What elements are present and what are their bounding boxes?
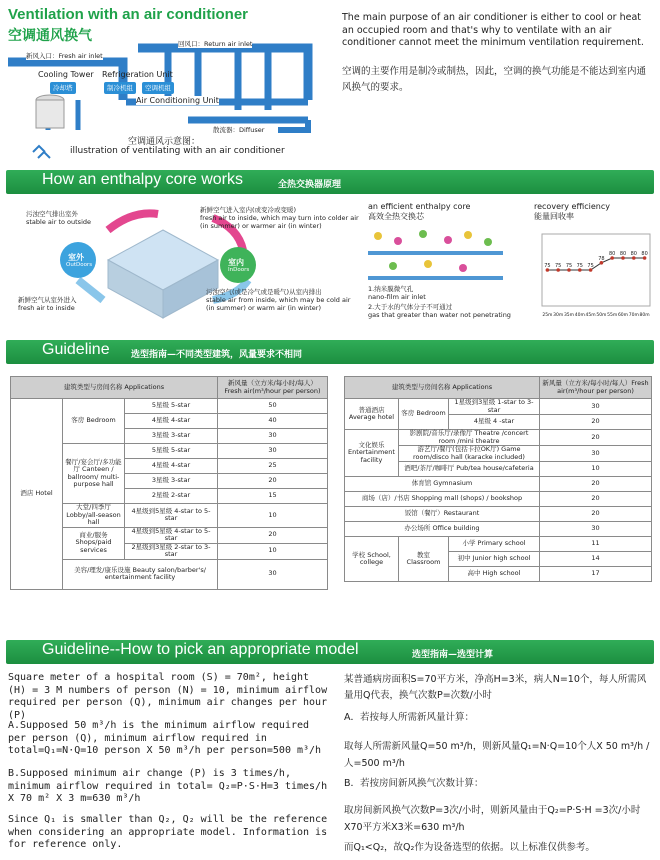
data-label: 75 <box>544 263 551 269</box>
row-name-cell: 酒吧/茶厅/咖啡厅 Pub/tea house/cafeteria <box>399 462 540 477</box>
note2-en: gas that greater than water not penetrating <box>368 311 511 319</box>
value-cell: 25 <box>218 459 328 474</box>
section-title: Guideline--How to pick an appropriate model <box>42 641 359 658</box>
value-cell: 30 <box>540 446 652 462</box>
calc-en-p3: B.Supposed minimum air change (P) is 3 times/h, minimum airflow required in total= Q₂=P·S·H=3 times/h X 70 m² X 3 m=630 m³/h <box>8 768 328 804</box>
data-label: 80 <box>619 251 627 257</box>
refrigeration-unit-chip: 制冷机组 <box>104 82 136 94</box>
section-header-pick-model <box>6 640 654 664</box>
row-name-cell: 游艺厅/餐厅(包括卡拉OK厅) Game room/disco hall (karacke included) <box>399 446 540 462</box>
x-tick-label: 55m <box>607 313 618 318</box>
calc-cn-p6: 而Q₁<Q₂，故Q₂作为设备选型的依据。以上标准仅供参考。 <box>344 842 595 853</box>
recovery-efficiency-chart <box>534 202 654 326</box>
diffuser-label: 散流器：Diffuser <box>213 126 265 134</box>
cooling-tower-chip: 冷却塔 <box>50 82 76 94</box>
value-cell: 10 <box>218 543 328 559</box>
x-tick-label: 35m <box>563 313 575 318</box>
fresh-air-inlet-label: 新风入口：Fresh air inlet <box>26 52 103 60</box>
note1-cn: 1.纳米膜微气孔 <box>368 285 414 293</box>
table-row <box>345 492 652 507</box>
table-header-applications: 建筑类型与房间名称 Applications <box>345 377 540 399</box>
value-cell: 30 <box>540 522 652 537</box>
refrigeration-unit-label: Refrigeration Unit <box>102 70 173 79</box>
enthalpy-core-diagram <box>8 200 358 328</box>
value-cell: 50 <box>218 399 328 414</box>
series-line <box>547 255 644 270</box>
star-cell: 3星级 3-star <box>125 474 218 489</box>
beauty-cell: 美容/理发/康乐设施 Beauty salon/barber's/ entertainment facility <box>63 559 218 589</box>
star-cell: 2星级到3星级 2-star to 3-star <box>125 543 218 559</box>
diagram-caption-en: illustration of ventilating with an air conditioner <box>70 146 285 156</box>
value-cell: 20 <box>218 527 328 543</box>
section-header-enthalpy <box>6 170 654 194</box>
return-air-inlet-label: 回风口：Return air inlet <box>178 40 253 48</box>
x-tick-label: 40m <box>574 313 585 318</box>
stale-in-en: stable air from inside, which may be cold air (in summer) or warm air (in winter) <box>206 296 351 312</box>
value-cell: 30 <box>218 559 328 589</box>
row-name-cell: 饭馆（餐厅）Restaurant <box>345 507 540 522</box>
row-name-cell: 办公场所 Office building <box>345 522 540 537</box>
section-title-cn: 选型指南—不同类型建筑，风量要求不相同 <box>131 350 303 360</box>
table-row <box>345 477 652 492</box>
star-cell: 4星级 4-star <box>125 414 218 429</box>
stale-out-en: stable air to outside <box>26 218 91 226</box>
value-cell: 20 <box>540 415 652 430</box>
x-tick-label: 30m <box>553 313 564 318</box>
value-cell: 15 <box>218 489 328 504</box>
data-label: 80 <box>630 251 637 257</box>
recovery-chart-svg <box>534 222 654 320</box>
shops-cell: 商业/服务 Shops/paid services <box>63 527 125 559</box>
value-cell: 30 <box>218 429 328 444</box>
calc-cn-p5: 取房间新风换气次数P=3次/小时，则新风量由于Q₂=P·S·H =3次/小时X70平方米X3米=630 m³/h <box>344 805 641 833</box>
cooling-tower-label: Cooling Tower <box>38 70 94 79</box>
row-name-cell: 4星级 4 -star <box>449 415 540 430</box>
data-label: 75 <box>555 263 562 269</box>
chart-title-cn: 能量回收率 <box>534 212 574 221</box>
lobby-cell: 大堂/四季厅 Lobby/all-season hall <box>63 504 125 528</box>
fresh-out-en: fresh air to inside <box>18 304 75 312</box>
fresh-out-cn: 新鲜空气从室外进入 <box>18 296 77 304</box>
diagram-caption-cn: 空调通风示意图： <box>128 137 201 147</box>
section-title-cn: 全热交换器原理 <box>278 180 342 190</box>
value-cell: 30 <box>540 399 652 415</box>
star-cell: 4星级到5星级 4-star to 5-star <box>125 504 218 528</box>
chart-title-en: recovery efficiency <box>534 202 610 211</box>
nano-film-diagram <box>368 202 518 326</box>
building-airflow-table <box>344 376 652 582</box>
x-tick-label: 80m <box>639 313 650 318</box>
table-row <box>345 430 652 446</box>
calc-cn-p1: 某普通病房面积S=70平方米，净高H=3米，病人N=10个，每人所需风量用Q代表，换气次数P=次数/小时 <box>344 674 647 701</box>
bedroom-cell: 客房 Bedroom <box>399 399 449 430</box>
star-cell: 5星级 5-star <box>125 444 218 459</box>
table-header-airflow: 新风量（立方米/每小时/每人）Fresh air(m³/hour per person) <box>540 377 652 399</box>
value-cell: 30 <box>218 444 328 459</box>
core-title-en: an efficient enthalpy core <box>368 202 471 211</box>
value-cell: 20 <box>540 430 652 446</box>
row-name-cell: 商场（店）/书店 Shopping mall (shops) / bookshop <box>345 492 540 507</box>
intro-cn: 空调的主要作用是制冷或制热，因此，空调的换气功能是不能达到室内通风换气的要求。 <box>342 66 647 93</box>
ac-unit-chip: 空调机组 <box>142 82 174 94</box>
intro-en: The main purpose of an air conditioner is either to cool or heat an occupied room and that's why to ventilate with an air conditioner cannot meet the minimum ventilation requirement. <box>342 12 644 48</box>
note1-en: nano-film air inlet <box>368 293 426 301</box>
page-title: Ventilation with an air conditioner <box>8 6 249 23</box>
row-name-cell: 高中 High school <box>449 567 540 582</box>
entertainment-cell: 文化娱乐 Entertainment facility <box>345 430 399 477</box>
table-row <box>345 522 652 537</box>
table-row <box>345 507 652 522</box>
ac-unit-label: Air Conditioning Unit <box>136 96 219 105</box>
school-cell: 学校 School, college <box>345 537 399 582</box>
value-cell: 17 <box>540 567 652 582</box>
value-cell: 10 <box>540 462 652 477</box>
table-header-applications: 建筑类型与房间名称 Applications <box>11 377 218 399</box>
table-row <box>11 399 328 414</box>
indoor-label: 室内 <box>228 258 244 267</box>
calc-en-p1: Square meter of a hospital room (S) = 70m², height (H) = 3 M numbers of person (N) = 10, minimum airflow required per person (Q), minimum air changes per hour (P) <box>8 672 328 721</box>
data-label: 75 <box>576 263 583 269</box>
star-cell: 2星级 2-star <box>125 489 218 504</box>
section-title: Guideline <box>42 341 110 358</box>
value-cell: 14 <box>540 552 652 567</box>
x-tick-label: 25m <box>542 313 553 318</box>
stale-out-cn: 污浊空气排出室外 <box>26 210 78 218</box>
avg-hotel-cell: 普通酒店 Average hotel <box>345 399 399 430</box>
data-label: 78 <box>598 255 605 262</box>
calc-cn-p3: 取每人所需新风量Q=50 m³/h，则新风量Q₁=N·Q=10个人X 50 m³/h /人=500 m³/h <box>344 741 650 769</box>
stale-in-cn: 污浊空气(或是冷气或是暖气)从室内排出 <box>206 288 322 296</box>
data-label: 75 <box>587 263 594 269</box>
table-row <box>345 537 652 552</box>
calc-cn-p2: A．若按每人所需新风量计算： <box>344 712 474 723</box>
row-name-cell: 1星级到3星级 1-star to 3-star <box>449 399 540 415</box>
star-cell: 5星级 5-star <box>125 399 218 414</box>
calc-cn-p4: B．若按房间新风换气次数计算： <box>344 778 484 789</box>
star-cell: 3星级 3-star <box>125 429 218 444</box>
star-cell: 4星级到5星级 4-star to 5-star <box>125 527 218 543</box>
fresh-in-cn: 新鲜空气进入室内(或变冷或变暖) <box>200 206 297 214</box>
outdoor-label: 室外 <box>68 253 84 262</box>
nano-membrane-illustration <box>368 226 508 281</box>
core-title-cn: 高效全热交换芯 <box>368 212 424 221</box>
row-name-cell: 小学 Primary school <box>449 537 540 552</box>
data-label: 80 <box>641 251 648 257</box>
section-title-cn: 选型指南—选型计算 <box>412 650 494 660</box>
row-name-cell: 影剧院/音乐厅/录像厅 Theatre /concert room /mini theatre <box>399 430 540 446</box>
hotel-airflow-table <box>10 376 328 590</box>
calc-en-p2: A.Supposed 50 m³/h is the minimum airflow required per person (Q), minimum airflow required in total=Q₁=N·Q=10 person X 50 m³/h per person=500 m³/h <box>8 720 322 756</box>
fresh-in-en: fresh air to inside, which may turn into colder air (in summer) or warmer air (in winter) <box>200 214 359 230</box>
canteen-cell: 餐厅/宴会厅/多功能厅 Canteen / ballroom/ multi- purpose hall <box>63 444 125 504</box>
outdoor-label-en: OutDoors <box>66 262 93 268</box>
indoor-label-en: InDoors <box>228 267 250 273</box>
note2-cn: 2.大于水的气体分子不可通过 <box>368 303 453 311</box>
calc-en-p4: Since Q₁ is smaller than Q₂, Q₂ will be the reference when considering an appropriate model. Information is for reference only. <box>8 814 328 850</box>
value-cell: 40 <box>218 414 328 429</box>
star-cell: 4星级 4-star <box>125 459 218 474</box>
ac-ventilation-diagram <box>8 40 338 168</box>
value-cell: 20 <box>540 507 652 522</box>
row-name-cell: 体育馆 Gymnasium <box>345 477 540 492</box>
section-header-guideline <box>6 340 654 364</box>
value-cell: 20 <box>540 477 652 492</box>
value-cell: 20 <box>218 474 328 489</box>
x-tick-label: 60m <box>617 313 629 318</box>
x-tick-label: 70m <box>628 313 639 318</box>
hotel-cell: 酒店 Hotel <box>11 399 63 590</box>
page-title-cn: 空调通风换气 <box>8 28 92 44</box>
section-title: How an enthalpy core works <box>42 171 243 188</box>
x-tick-label: 45m <box>585 313 596 318</box>
table-row <box>345 399 652 415</box>
row-name-cell: 初中 Junior high school <box>449 552 540 567</box>
data-label: 75 <box>565 263 573 269</box>
bedroom-cell: 客房 Bedroom <box>63 399 125 444</box>
data-label: 80 <box>609 251 616 257</box>
x-tick-label: 50m <box>596 313 607 318</box>
value-cell: 10 <box>218 504 328 528</box>
value-cell: 11 <box>540 537 652 552</box>
value-cell: 20 <box>540 492 652 507</box>
table-header-airflow: 新风量（立方米/每小时/每人）Fresh air(m³/hour per person) <box>218 377 328 399</box>
classroom-cell: 教室 Classroom <box>399 537 449 582</box>
